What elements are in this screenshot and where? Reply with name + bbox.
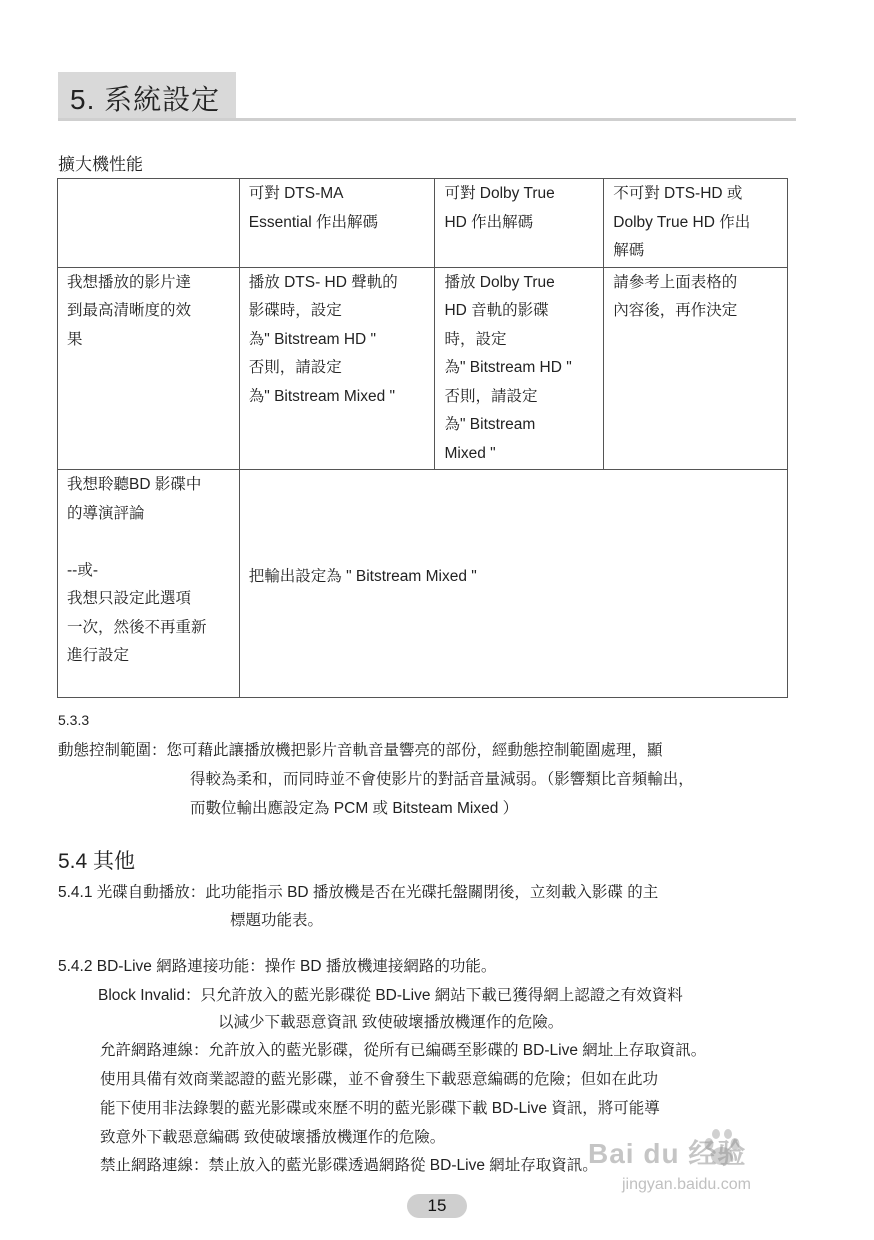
paragraph-line: Block Invalid：只允許放入的藍光影碟從 BD-Live 網站下載已獲得網上認證之有效資料 [98,987,683,1004]
cell-line: 可對 Dolby True [444,185,555,202]
cell-line: 我想只設定此選項 [67,590,192,607]
cell-line: 為" Bitstream Mixed " [248,387,395,405]
cell-line: 播放 Dolby True [444,273,555,291]
paragraph-line: 標題功能表。 [230,912,324,929]
cell-line: 進行設定 [67,647,130,664]
paragraph-line: 使用具備有效商業認證的藍光影碟，並不會發生下載惡意編碼的危險；但如在此功 [100,1071,659,1088]
paragraph-line: 致意外下載惡意編碼 致使破壞播放機運作的危險。 [100,1129,446,1146]
cell-line: 到最高清晰度的效 [67,302,192,319]
cell-line: HD 作出解碼 [444,213,534,231]
paragraph-line: 禁止網路連線：禁止放入的藍光影碟透過網路從 BD-Live 網址存取資訊。 [100,1157,598,1174]
cell-line: 可對 DTS-MA [248,185,344,202]
paragraph-line: 動態控制範圍：您可藉此讓播放機把影片音軌音量響亮的部份，經動態控制範圍處理，顯 [58,742,663,759]
cell-line: 否則，請設定 [444,387,538,405]
paragraph-line: 以減少下載惡意資訊 致使破壞播放機運作的危險。 [218,1014,564,1031]
cell-line: 一次，然後不再重新 [67,618,207,636]
cell-line: HD 音軌的影碟 [444,302,549,319]
section-title: 5. 系統設定 [70,84,221,115]
cell-line: 不可對 DTS-HD 或 [613,185,743,202]
table-row [58,267,788,470]
table-caption: 擴大機性能 [58,155,143,174]
paragraph-line: 得較為柔和，而同時並不會使影片的對話音量減弱。（影響類比音頻輸出， [190,771,694,788]
cell-line: Dolby True HD 作出 [613,213,751,231]
paragraph-line: 5.4.2 BD-Live 網路連接功能：操作 BD 播放機連接網路的功能。 [58,958,497,975]
table-header-cell-dolby [435,179,604,268]
cell-line: 我想播放的影片達 [67,273,192,291]
cell-line: 請參考上面表格的 [613,273,738,291]
cell-line: 的導演評論 [67,504,145,522]
cell-line: --或- [67,561,98,579]
cell-line: Mixed " [444,444,496,462]
table-row [58,470,788,698]
paragraph-line: 而數位輸出應設定為 PCM 或 Bitsteam Mixed ） [190,800,519,817]
cell-line: 時，設定 [444,330,507,348]
cell-line: 播放 DTS- HD 聲軌的 [248,273,398,291]
cell-line: 果 [67,330,83,348]
table-cell-commentary-setting [239,470,787,698]
cell-line: 影碟時，設定 [248,302,342,319]
table-cell-neither-setting [604,267,788,470]
watermark-url: jingyan.baidu.com [622,1176,751,1193]
watermark-logo: Bai du 经验 [588,1138,747,1169]
cell-line: 否則，請設定 [248,359,342,376]
table-header-cell-dtsma [239,179,435,268]
subsection-number: 5.3.3 [58,712,90,728]
cell-line: 為" Bitstream HD " [444,359,572,376]
cell-line: 我想聆聽BD 影碟中 [67,476,202,493]
paragraph-line: 允許網路連線：允許放入的藍光影碟，從所有已編碼至影碟的 BD-Live 網址上存取資訊。 [100,1042,707,1059]
cell-spacer [67,528,231,557]
table-header-row [58,179,788,268]
amplifier-settings-table [57,178,788,698]
cell-line: 把輸出設定為 " Bitstream Mixed " [248,567,477,585]
cell-line: 內容後，再作決定 [613,302,738,319]
paragraph-line: 5.4.1 光碟自動播放：此功能指示 BD 播放機是否在光碟托盤關閉後，立刻載入影碟 的主 [58,884,659,901]
cell-line: 為" Bitstream [444,416,536,433]
page-number: 15 [427,1196,447,1215]
section-heading: 5.4 其他 [58,850,136,873]
table-cell-dolby-setting [435,267,604,470]
cell-line: 為" Bitstream HD " [248,330,377,348]
table-header-cell-neither [604,179,788,268]
paragraph-line: 能下使用非法錄製的藍光影碟或來歷不明的藍光影碟下載 BD-Live 資訊，將可能導 [100,1100,660,1117]
table-row-label-commentary [58,470,240,698]
cell-line: Essential 作出解碼 [248,213,378,231]
header-divider [58,118,796,121]
table-header-corner [58,179,240,268]
table-cell-dtsma-setting [239,267,435,470]
table-row-label-best-quality [58,267,240,470]
cell-line: 解碼 [613,242,645,259]
